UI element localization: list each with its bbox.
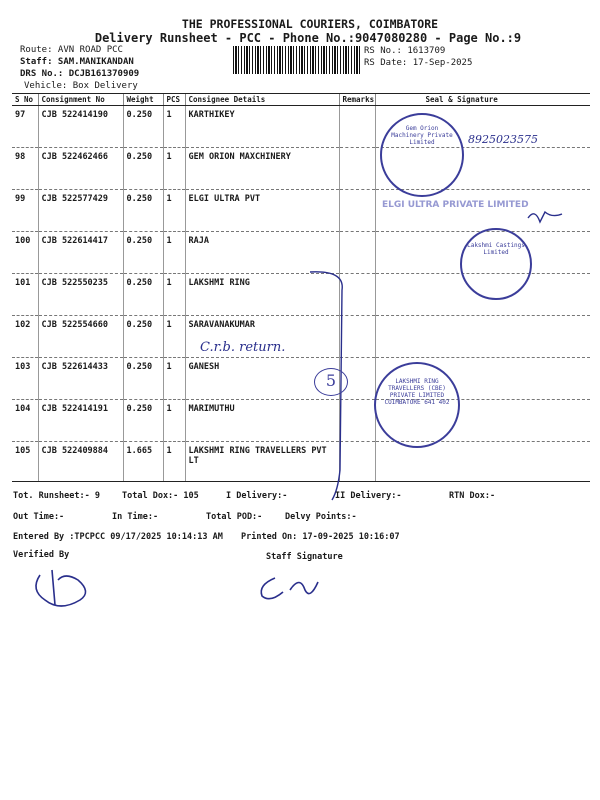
cell-consignee: KARTHIKEY — [185, 106, 339, 148]
cell-consignee: LAKSHMI RING — [185, 274, 339, 316]
cell-consignment: CJB 522414190 — [38, 106, 123, 148]
col-seal: Seal & Signature — [375, 94, 590, 106]
cell-consignment: CJB 522614417 — [38, 232, 123, 274]
elgi-signature — [528, 212, 562, 222]
vehicle-label: Vehicle: Box Delivery — [24, 81, 138, 91]
company-title: THE PROFESSIONAL COURIERS, COIMBATORE — [181, 17, 439, 31]
col-remarks: Remarks — [339, 94, 375, 106]
rs-date: RS Date: 17-Sep-2025 — [364, 58, 473, 68]
elgi-stamp: ELGI ULTRA PRIVATE LIMITED — [382, 200, 529, 210]
stamp-text: LAKSHMI RING TRAVELLERS (CBE) PRIVATE LIMITED COIMBATORE 641 402 — [384, 378, 450, 406]
rs-number: RS No.: 1613709 — [364, 46, 446, 56]
cell-consignee: GANESH — [185, 358, 339, 400]
total-pod: Total POD:- — [206, 512, 263, 522]
cell-pcs: 1 — [163, 274, 185, 316]
gem-orion-stamp — [380, 113, 464, 197]
ii-delivery: II Delivery:- — [335, 491, 402, 501]
lakshmi-ring-stamp — [374, 362, 460, 448]
cell-weight: 0.250 — [123, 274, 163, 316]
cell-weight: 0.250 — [123, 190, 163, 232]
cell-consignment: CJB 522554660 — [38, 316, 123, 358]
col-sno: S No — [12, 94, 38, 106]
cell-sno: 102 — [12, 316, 38, 358]
cell-weight: 1.665 — [123, 442, 163, 482]
cell-weight: 0.250 — [123, 400, 163, 442]
cell-pcs: 1 — [163, 148, 185, 190]
phone-scribble: 8925023575 — [468, 133, 538, 146]
in-time: In Time:- — [112, 512, 159, 522]
stamp-text: Lakshmi Castings Limited — [467, 242, 525, 256]
cell-consignee: RAJA — [185, 232, 339, 274]
cell-consignee: SARAVANAKUMAR — [185, 316, 339, 358]
cell-sno: 105 — [12, 442, 38, 482]
runsheet-subtitle: Delivery Runsheet - PCC - Phone No.:9047080280 - Page No.:9 — [94, 31, 522, 45]
handwritten-remark: C.r.b. return. — [200, 340, 286, 355]
col-consignee: Consignee Details — [185, 94, 339, 106]
cell-weight: 0.250 — [123, 106, 163, 148]
cell-pcs: 1 — [163, 358, 185, 400]
stamp-text: Gem Orion Machinery Private Limited — [391, 125, 453, 146]
cell-consignment: CJB 522614433 — [38, 358, 123, 400]
staff-label: Staff: SAM.MANIKANDAN — [20, 57, 134, 67]
cell-sno: 100 — [12, 232, 38, 274]
out-time: Out Time:- — [13, 512, 65, 522]
cell-pcs: 1 — [163, 316, 185, 358]
route-label: Route: AVN ROAD PCC — [20, 45, 123, 55]
circled-number: 5 — [314, 368, 348, 396]
lakshmi-castings-stamp — [460, 228, 532, 300]
cell-sno: 99 — [12, 190, 38, 232]
verified-signature — [36, 570, 86, 606]
cell-weight: 0.250 — [123, 232, 163, 274]
cell-sno: 98 — [12, 148, 38, 190]
staff-signature: Staff Signature — [266, 552, 343, 562]
i-delivery: I Delivery:- — [226, 491, 288, 501]
cell-consignee: MARIMUTHU — [185, 400, 339, 442]
cell-sno: 101 — [12, 274, 38, 316]
cell-sno: 103 — [12, 358, 38, 400]
cell-consignment: CJB 522577429 — [38, 190, 123, 232]
drs-number: DRS No.: DCJB161370909 — [20, 69, 140, 79]
cell-consignee: LAKSHMI RING TRAVELLERS PVT LT — [185, 442, 339, 482]
cell-consignment: CJB 522409884 — [38, 442, 123, 482]
cell-weight: 0.250 — [123, 358, 163, 400]
col-weight: Weight — [123, 94, 163, 106]
col-pcs: PCS — [163, 94, 185, 106]
cell-weight: 0.250 — [123, 148, 163, 190]
delvy-points: Delvy Points:- — [285, 512, 357, 522]
cell-sno: 104 — [12, 400, 38, 442]
tot-runsheet: Tot. Runsheet:- 9 — [13, 491, 100, 501]
cell-consignee: GEM ORION MAXCHINERY — [185, 148, 339, 190]
cell-pcs: 1 — [163, 106, 185, 148]
cell-pcs: 1 — [163, 232, 185, 274]
printed-on: Printed On: 17-09-2025 10:16:07 — [241, 532, 400, 542]
cell-consignment: CJB 522550235 — [38, 274, 123, 316]
cell-pcs: 1 — [163, 442, 185, 482]
staff-signature-mark — [261, 578, 318, 599]
cell-pcs: 1 — [163, 190, 185, 232]
cell-weight: 0.250 — [123, 316, 163, 358]
cell-consignment: CJB 522462466 — [38, 148, 123, 190]
verified-by: Verified By — [13, 550, 70, 560]
col-consignment: Consignment No — [38, 94, 123, 106]
cell-consignment: CJB 522414191 — [38, 400, 123, 442]
cell-pcs: 1 — [163, 400, 185, 442]
entered-by: Entered By :TPCPCC 09/17/2025 10:14:13 AM — [13, 532, 223, 542]
total-dox: Total Dox:- 105 — [122, 491, 199, 501]
cell-consignee: ELGI ULTRA PVT — [185, 190, 339, 232]
rtn-dox: RTN Dox:- — [449, 491, 496, 501]
cell-sno: 97 — [12, 106, 38, 148]
